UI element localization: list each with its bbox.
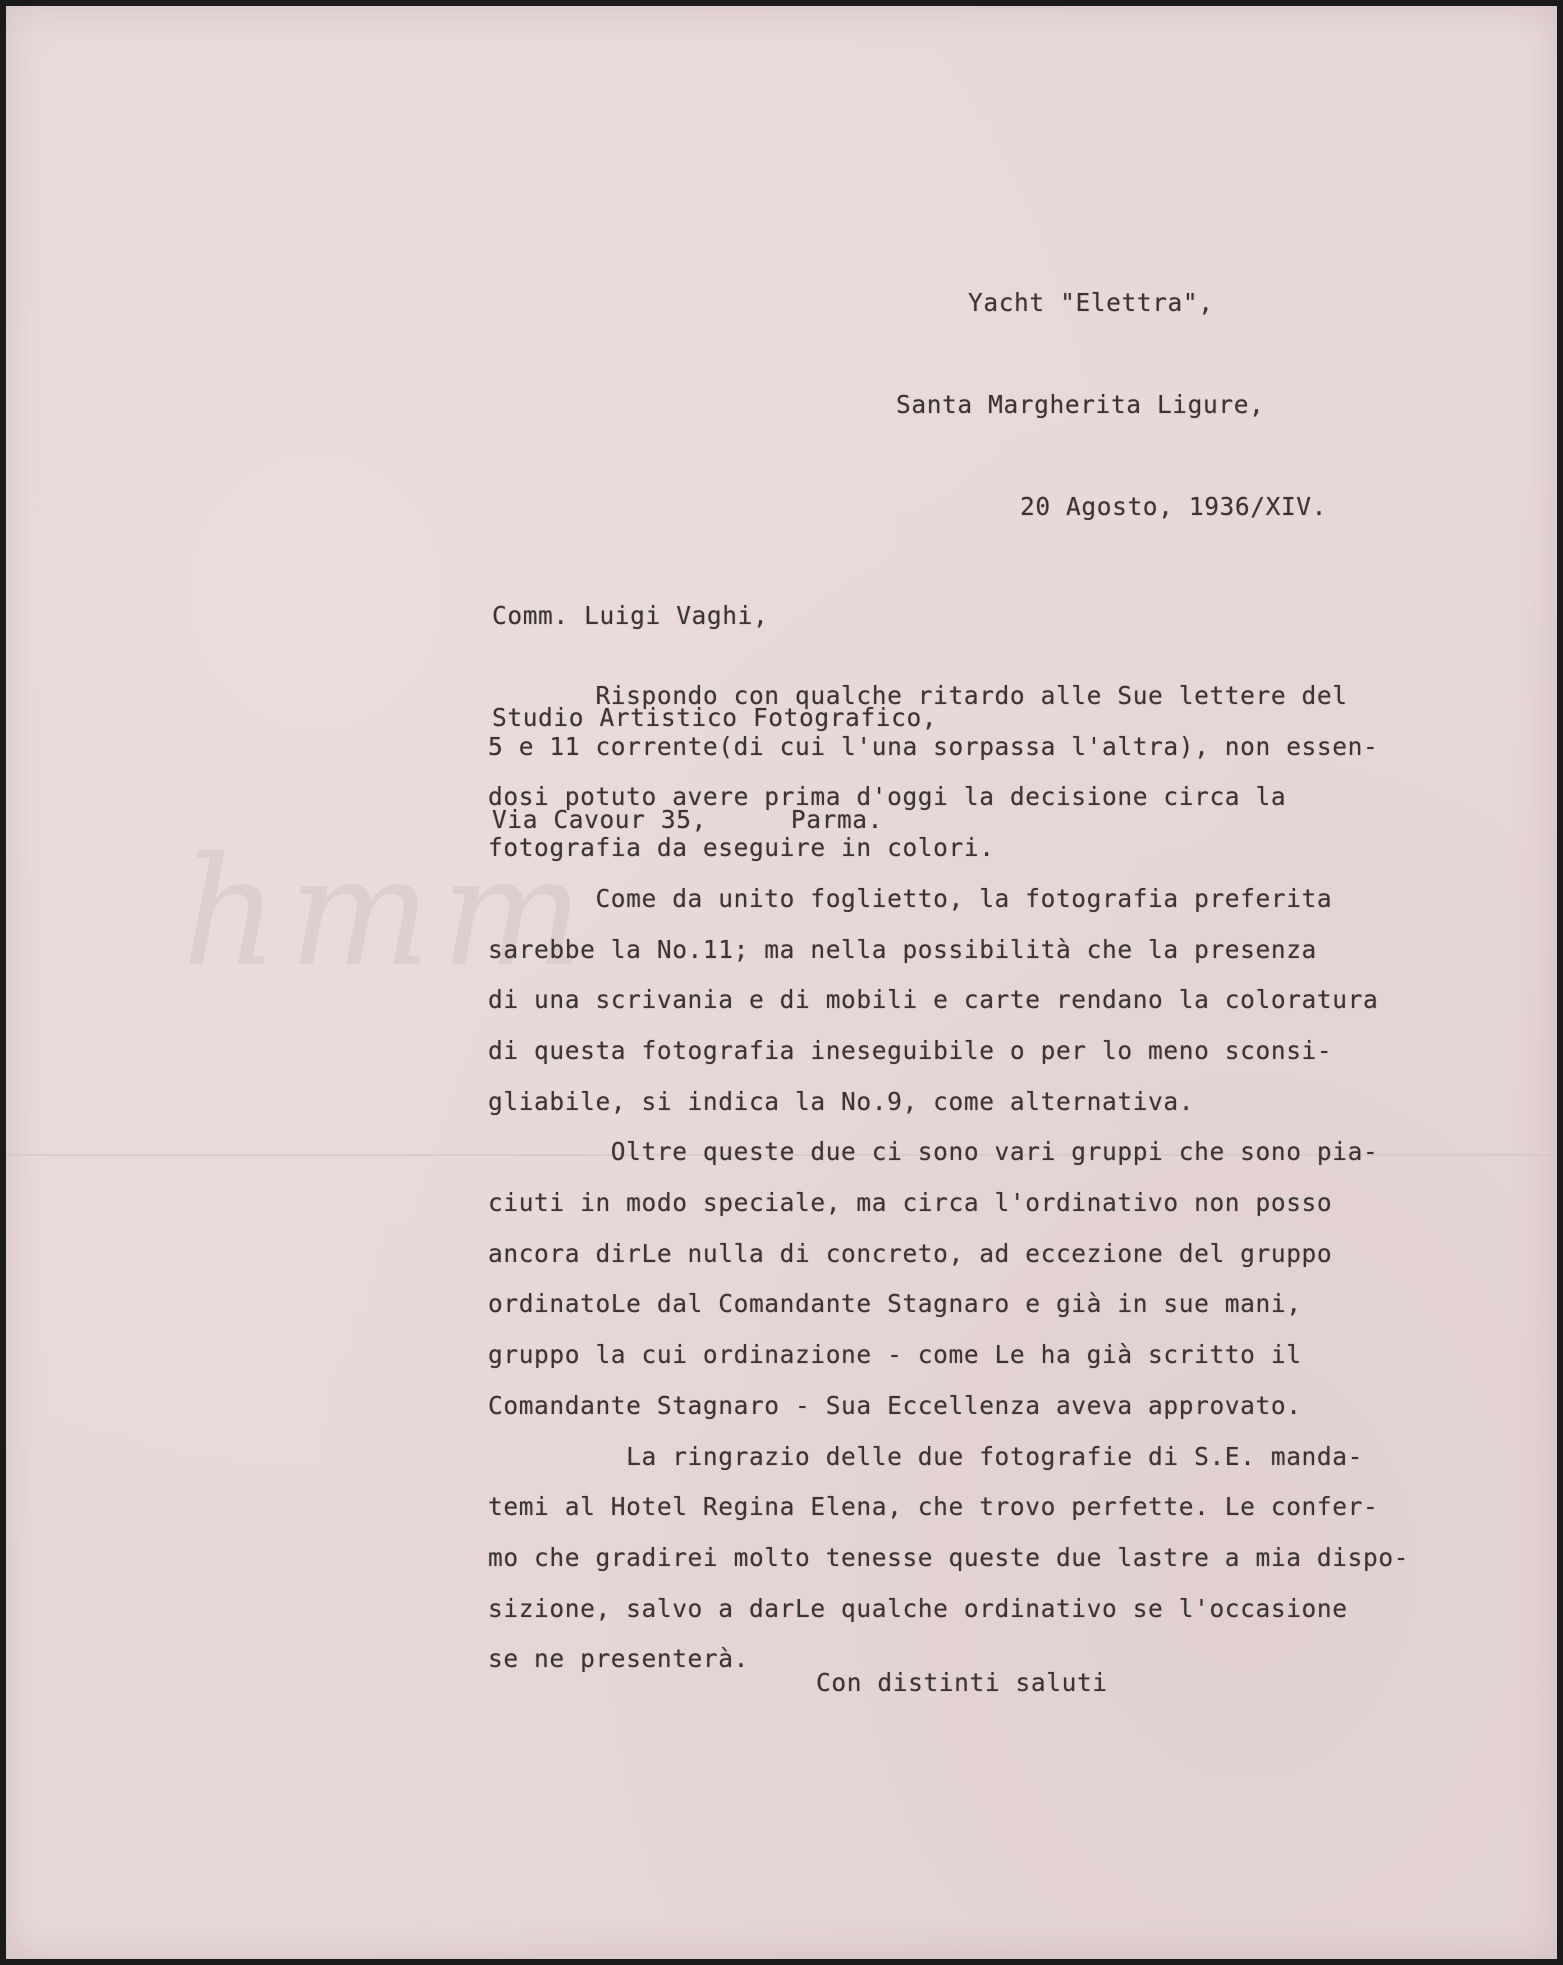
body-line: gruppo la cui ordinazione - come Le ha già scritto il bbox=[488, 1340, 1302, 1370]
body-line: ordinatoLe dal Comandante Stagnaro e già in sue mani, bbox=[488, 1289, 1302, 1319]
recipient-street: Via Cavour 35, bbox=[492, 805, 707, 834]
letter-heading bbox=[896, 218, 1327, 592]
recipient-city: Parma. bbox=[790, 805, 884, 834]
body-line: sarebbe la No.11; ma nella possibilità che la presenza bbox=[488, 934, 1317, 964]
body-line: se ne presenterà. bbox=[488, 1644, 749, 1674]
body-line: Come da unito foglietto, la fotografia preferita bbox=[488, 883, 1333, 913]
body-line: sizione, salvo a darLe qualche ordinativo se l'occasione bbox=[488, 1593, 1348, 1623]
heading-date: 20 Agosto, 1936/XIV. bbox=[1020, 492, 1328, 521]
body-line: di una scrivania e di mobili e carte rendano la coloratura bbox=[488, 985, 1379, 1015]
body-line: La ringrazio delle due fotografie di S.E. manda- bbox=[488, 1441, 1363, 1471]
recipient-name: Comm. Luigi Vaghi, bbox=[492, 601, 769, 630]
body-line: fotografia da eseguire in colori. bbox=[488, 833, 995, 863]
body-line: gliabile, si indica la No.9, come alternativa. bbox=[488, 1086, 1195, 1116]
bleed-through-watermark: hmm bbox=[182, 826, 594, 1000]
body-line: mo che gradirei molto tenesse queste due lastre a mia dispo- bbox=[488, 1542, 1410, 1572]
body-line: ciuti in modo speciale, ma circa l'ordinativo non posso bbox=[488, 1188, 1333, 1218]
body-line: Comandante Stagnaro - Sua Eccellenza aveva approvato. bbox=[488, 1390, 1302, 1420]
letter-body bbox=[488, 671, 1409, 1685]
letter-sheet bbox=[6, 6, 1557, 1959]
body-line: temi al Hotel Regina Elena, che trovo perfette. Le confer- bbox=[488, 1492, 1379, 1522]
heading-location: Santa Margherita Ligure, bbox=[896, 390, 1265, 419]
letter-closing: Con distinti saluti bbox=[816, 1668, 1108, 1697]
body-line: dosi potuto avere prima d'oggi la decisione circa la bbox=[488, 782, 1287, 812]
body-line: 5 e 11 corrente(di cui l'una sorpassa l'altra), non essen- bbox=[488, 731, 1379, 761]
body-line: Rispondo con qualche ritardo alle Sue lettere del bbox=[488, 681, 1348, 710]
body-line: ancora dirLe nulla di concreto, ad eccezione del gruppo bbox=[488, 1238, 1333, 1268]
heading-yacht: Yacht "Elettra", bbox=[968, 288, 1214, 317]
body-line: Oltre queste due ci sono vari gruppi che sono pia- bbox=[488, 1137, 1379, 1167]
recipient-studio: Studio Artistico Fotografico, bbox=[492, 703, 938, 732]
body-line: di questa fotografia ineseguibile o per lo meno sconsi- bbox=[488, 1035, 1333, 1065]
